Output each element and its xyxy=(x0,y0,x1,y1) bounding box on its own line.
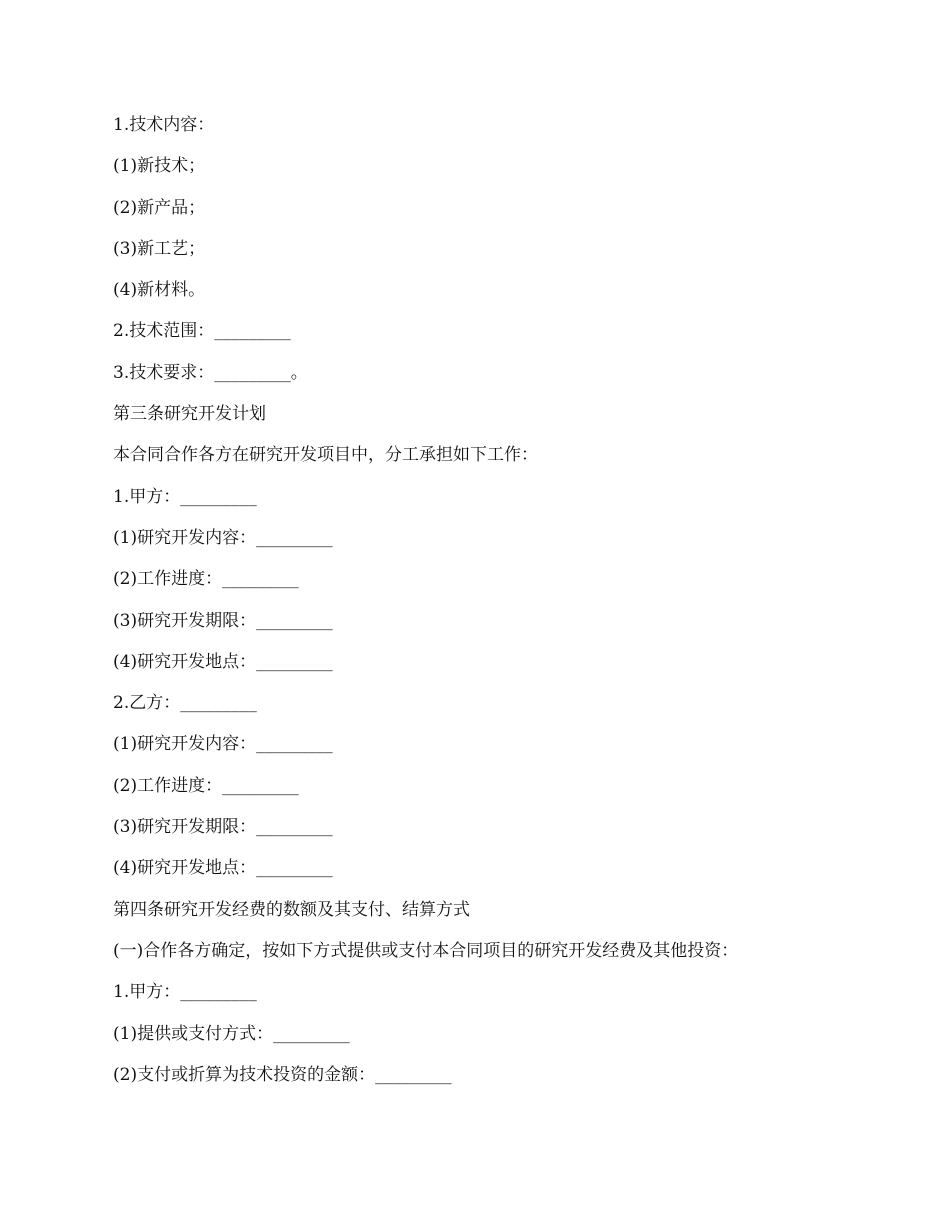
paragraph-party-b-content: (1)研究开发内容：_________ xyxy=(113,734,333,755)
paragraph-party-a-location: (4)研究开发地点：_________ xyxy=(113,651,333,672)
paragraph-party-a-funding: 1.甲方：_________ xyxy=(113,982,257,1003)
paragraph-party-b-period: (3)研究开发期限：_________ xyxy=(113,817,333,838)
paragraph-new-material: (4)新材料。 xyxy=(113,280,206,301)
paragraph-new-process: (3)新工艺； xyxy=(113,238,206,259)
paragraph-payment-method: (1)提供或支付方式：_________ xyxy=(113,1023,350,1044)
document-page xyxy=(113,112,873,1103)
section-heading-article-3: 第三条研究开发计划 xyxy=(113,404,266,425)
paragraph-division-of-work: 本合同合作各方在研究开发项目中，分工承担如下工作： xyxy=(113,445,538,466)
paragraph-party-a-content: (1)研究开发内容：_________ xyxy=(113,527,333,548)
paragraph-tech-content-heading: 1.技术内容： xyxy=(113,115,215,135)
paragraph-party-b: 2.乙方：_________ xyxy=(113,693,257,714)
paragraph-party-a: 1.甲方：_________ xyxy=(113,486,257,507)
paragraph-tech-scope: 2.技术范围：_________ xyxy=(113,321,291,342)
paragraph-party-a-period: (3)研究开发期限：_________ xyxy=(113,610,333,631)
paragraph-party-a-progress: (2)工作进度：_________ xyxy=(113,569,299,590)
paragraph-tech-requirements: 3.技术要求：_________。 xyxy=(113,362,308,383)
paragraph-new-product: (2)新产品； xyxy=(113,197,206,218)
section-heading-article-4: 第四条研究开发经费的数额及其支付、结算方式 xyxy=(113,899,470,920)
paragraph-funding-method: (一)合作各方确定，按如下方式提供或支付本合同项目的研究开发经费及其他投资： xyxy=(113,940,739,961)
paragraph-new-technology: (1)新技术； xyxy=(113,156,206,177)
paragraph-party-b-progress: (2)工作进度：_________ xyxy=(113,775,299,796)
paragraph-investment-amount: (2)支付或折算为技术投资的金额：_________ xyxy=(113,1064,452,1085)
paragraph-party-b-location: (4)研究开发地点：_________ xyxy=(113,858,333,879)
